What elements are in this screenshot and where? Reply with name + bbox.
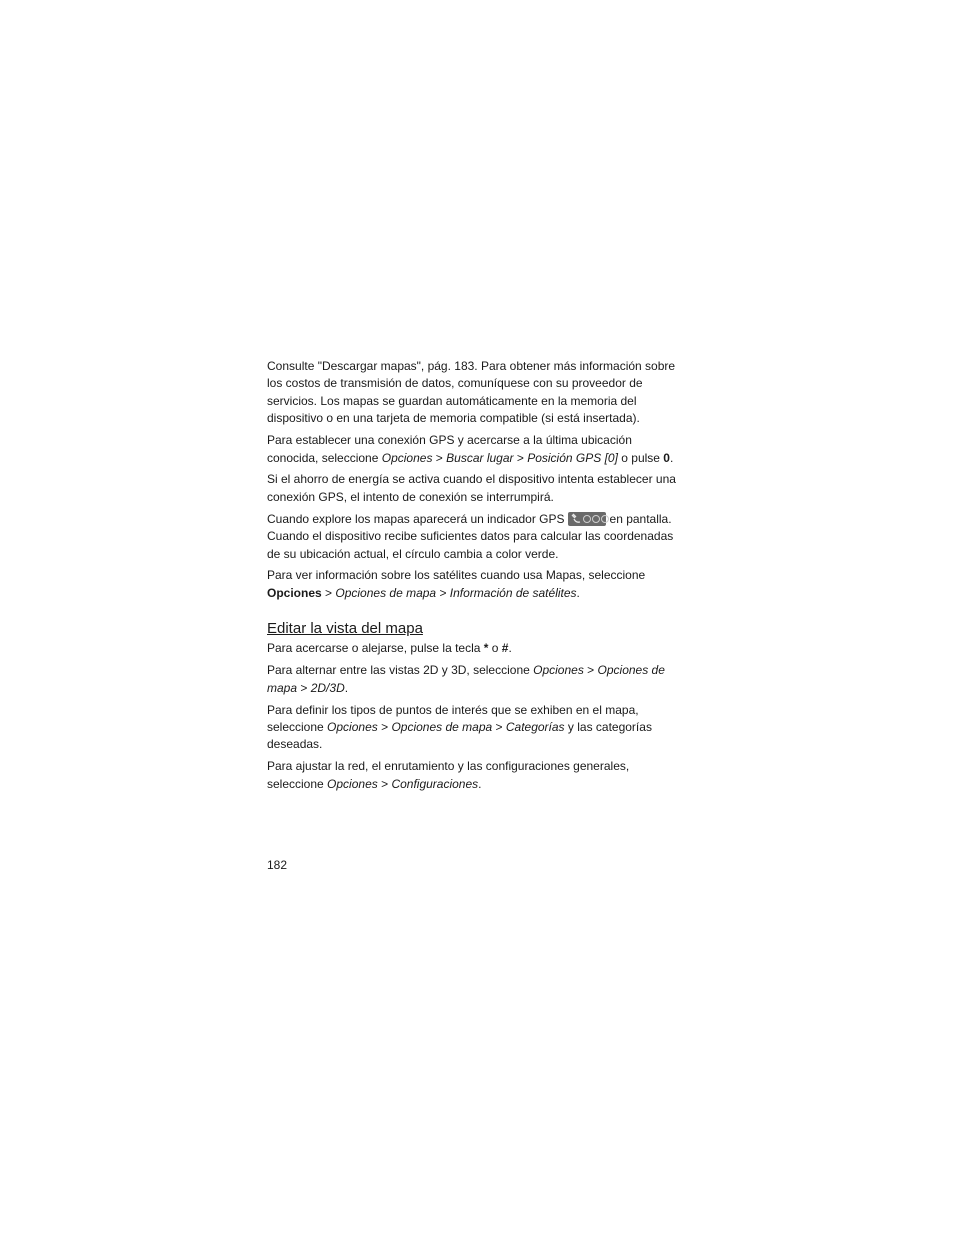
paragraph-gps-indicator — [267, 511, 685, 563]
text: Para establecer una conexión GPS y acercarse a la última ubicación conocida, seleccione — [267, 433, 632, 465]
menu-path-item: Opciones — [327, 719, 378, 734]
page-number: 182 — [267, 858, 288, 872]
text: . — [669, 450, 674, 465]
page-body — [267, 358, 685, 798]
text: o pulse — [617, 450, 664, 465]
text: y las categorías deseadas. — [267, 719, 652, 752]
text: > — [583, 663, 598, 678]
text: Para ajustar la red, el enrutamiento y las configuraciones generales, seleccione — [267, 759, 630, 791]
text: Cuando explore los mapas aparecerá un indicador GPS — [267, 511, 565, 526]
text: > — [436, 585, 450, 600]
key-label: * — [483, 641, 489, 656]
text: . — [344, 680, 349, 695]
menu-path-item: Posición GPS [0] — [527, 450, 618, 465]
key-label: # — [501, 641, 509, 656]
text: . — [478, 776, 482, 791]
text: . — [508, 641, 512, 656]
menu-path-item: Opciones — [327, 776, 378, 791]
menu-path-item: 2D/3D — [310, 680, 345, 695]
paragraph-settings — [267, 758, 685, 793]
menu-path-item: Información de satélites — [449, 585, 577, 600]
text: > — [377, 776, 392, 791]
text: > — [377, 719, 392, 734]
paragraph-power-saving: Si el ahorro de energía se activa cuando el dispositivo intenta establecer una conexión GPS, el intento de conexión se interrumpirá. — [267, 472, 676, 504]
text: > — [513, 450, 528, 465]
text: o — [488, 641, 502, 656]
paragraph-2d-3d — [267, 662, 685, 697]
paragraph-poi-categories — [267, 702, 685, 754]
paragraph-zoom — [267, 640, 685, 657]
key-label: 0 — [663, 450, 670, 465]
menu-path-item: Configuraciones — [391, 776, 479, 791]
menu-path-item: Opciones — [533, 663, 584, 678]
menu-path-item: Opciones de mapa — [335, 585, 437, 600]
menu-path-item: Opciones de mapa — [267, 663, 665, 695]
menu-path-item: Opciones — [381, 450, 433, 465]
menu-path-item: Buscar lugar — [446, 450, 514, 465]
section-heading: Editar la vista del mapa — [267, 620, 423, 638]
text: > — [432, 450, 447, 465]
paragraph-gps-connection — [267, 432, 685, 467]
paragraph-satellite-info — [267, 567, 685, 602]
paragraph-download-maps: Consulte "Descargar mapas", pág. 183. Para obtener más información sobre los costos de transmisión de datos, comuníquese con su proveedor de servicios. Los mapas se guardan automáticamente en la memoria del dispositivo o en una tarjeta de memoria compatible (si está insertada). — [267, 359, 676, 426]
text: . — [576, 585, 580, 600]
text: > — [492, 719, 506, 734]
text: Para ver información sobre los satélites cuando usa Mapas, seleccione — [267, 568, 646, 583]
text: Para acercarse o alejarse, pulse la tecla — [267, 641, 484, 656]
menu-path-item: Opciones — [267, 585, 322, 600]
text: Para definir los tipos de puntos de interés que se exhiben en el mapa, seleccione — [267, 702, 639, 734]
text: > — [321, 585, 336, 600]
menu-path-item: Categorías — [505, 719, 565, 734]
text: > — [297, 680, 311, 695]
menu-path-item: Opciones de mapa — [391, 719, 493, 734]
text: Para alternar entre las vistas 2D y 3D, seleccione — [267, 663, 534, 678]
text: en pantalla. Cuando el dispositivo recibe suficientes datos para calcular las coordenadas de su ubicación actual, el círculo cambia a color verde. — [267, 511, 674, 561]
gps-indicator-icon — [568, 512, 606, 526]
